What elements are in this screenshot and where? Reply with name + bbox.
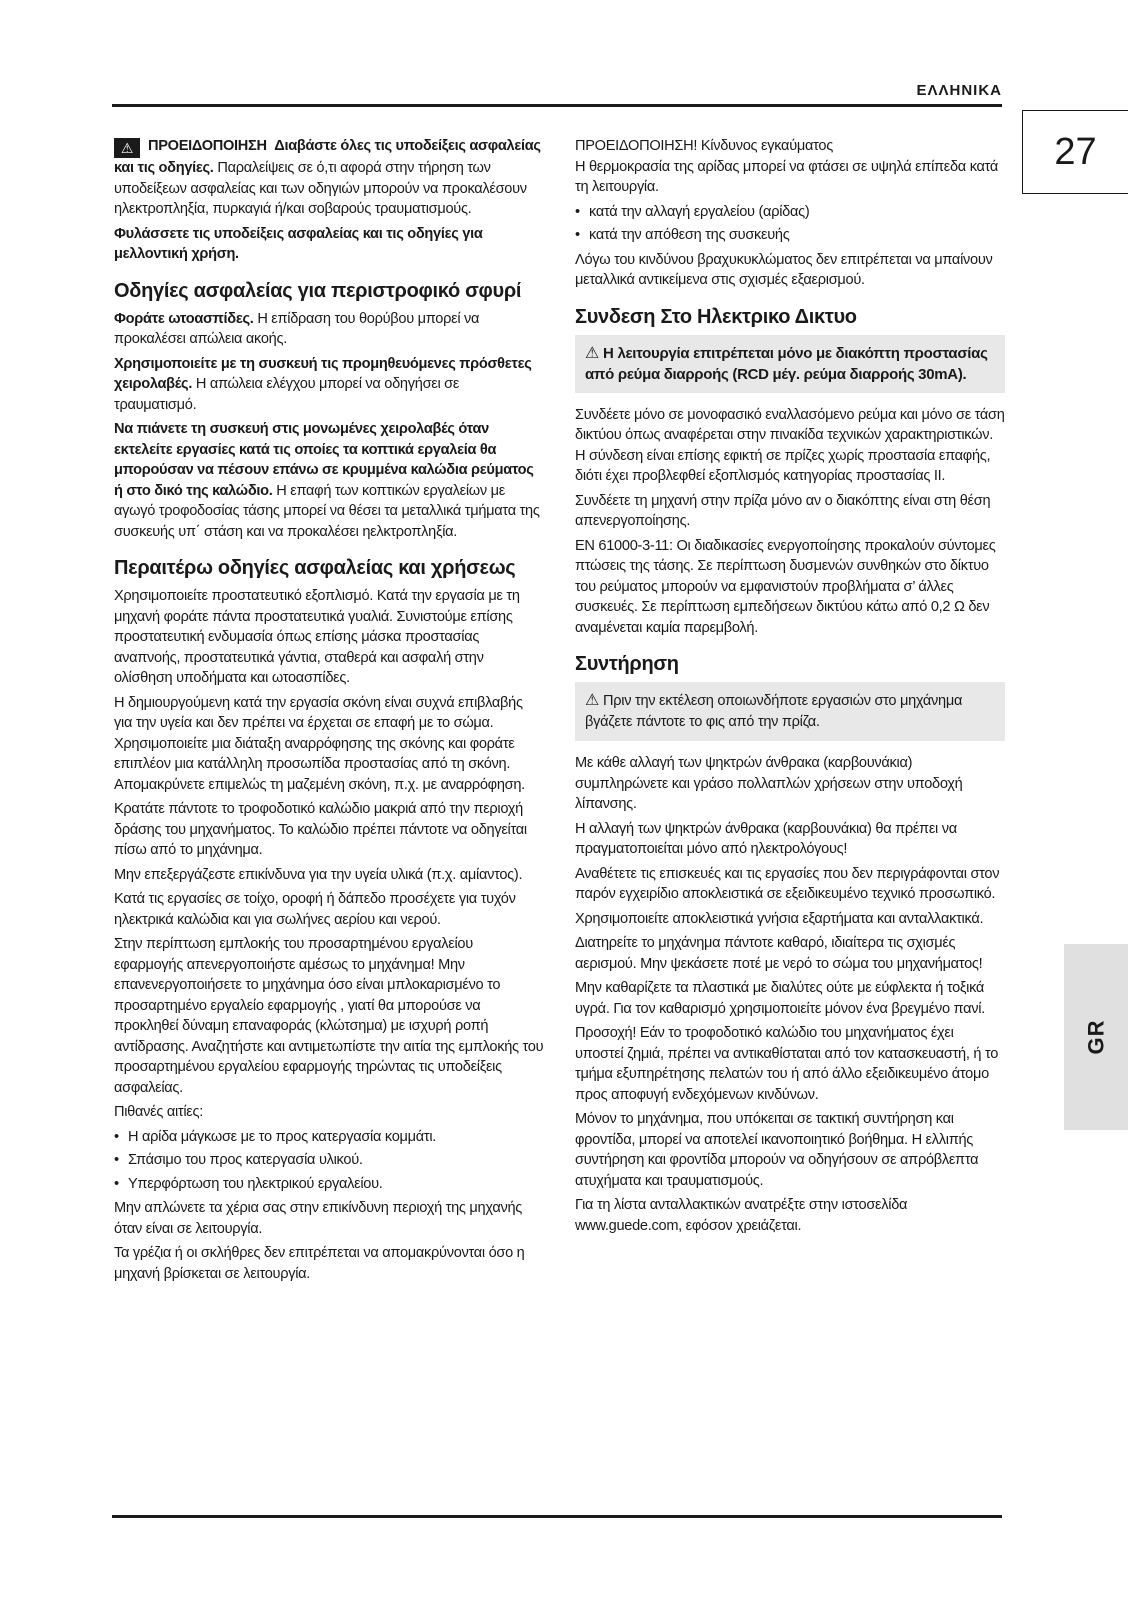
paragraph: Η αλλαγή των ψηκτρών άνθρακα (καρβουνάκια) θα πρέπει να πραγματοποιείται μόνο από ηλεκτρολόγους! bbox=[575, 820, 957, 857]
paragraph: Μην επεξεργάζεστε επικίνδυνα για την υγεία υλικά (π.χ. αμίαντος). bbox=[114, 866, 523, 883]
paragraph: Τα γρέζια ή οι σκλήθρες δεν επιτρέπεται να απομακρύνονται όσο η μηχανή βρίσκεται σε λειτουργία. bbox=[114, 1245, 525, 1282]
paragraph: Στην περίπτωση εμπλοκής του προσαρτημένου εργαλείου εφαρμογής απενεργοποιήστε αμέσως το μηχάνημα! Μην επανενεργοποιήσετε το μηχάνημα όσο είναι μπλοκαρισμένο το προσαρτημένο εργαλείο εφαρμογής , γιατί θα μπορούσε να προκληθεί δύναμη επαναφοράς (κλώτσημα) με ισχυρή ροπή αντίδρασης. Αναζητήστε και αντιμετωπίστε την αιτία της εμπλοκής του προσαρτημένου εργαλείου εφαρμογής τηρώντας τις υποδείξεις ασφαλείας. bbox=[114, 936, 544, 1096]
paragraph: Προσοχή! Εάν το τροφοδοτικό καλώδιο του μηχανήματος έχει υποστεί ζημιά, πρέπει να αντικαθίσταται από τον κατασκευαστή, ή το τμήμα εξυπηρέτησης πελατών του ή από άλλο εξειδικευμένο άτομο προς αποφυγή ενδεχόμενων κινδύνων. bbox=[575, 1025, 999, 1103]
bottom-rule bbox=[112, 1515, 1002, 1518]
right-column bbox=[575, 136, 1005, 1240]
insulated-grip bbox=[114, 419, 544, 542]
language-side-tab bbox=[1064, 944, 1128, 1130]
warning-bold: Διαβάστε όλες τις υποδείξεις ασφαλείας και τις οδηγίες. bbox=[114, 138, 541, 176]
aux-handles bbox=[114, 354, 544, 416]
paragraph: Διατηρείτε το μηχάνημα πάντοτε καθαρό, ιδιαίτερα τις σχισμές αερισμού. Μην ψεκάσετε ποτέ με νερό το σώμα του μηχανήματος! bbox=[575, 935, 983, 972]
ear-protection-bold: Φοράτε ωτοασπίδες. bbox=[114, 310, 254, 327]
burn-warning bbox=[575, 136, 1005, 157]
burn-title: ΠΡΟΕΙΔΟΠΟΙΗΣΗ! Κίνδυνος εγκαύματος bbox=[575, 138, 833, 154]
paragraph: Με κάθε αλλαγή των ψηκτρών άνθρακα (καρβουνάκια) συμπληρώνετε και γράσο πολλαπλών χρήσεων στην υποδοχή λίπανσης. bbox=[575, 755, 963, 812]
paragraph: Μόνον το μηχάνημα, που υπόκειται σε τακτική συντήρηση και φροντίδα, μπορεί να αποτελεί ικανοποιητικό βοήθημα. Η ελλιπής συντήρηση και φροντίδα μπορούν να οδηγήσουν σε απρόβλεπτα ατυχήματα και τραυματισμούς. bbox=[575, 1111, 979, 1189]
insulated-grip-text: Η επαφή των κοπτικών εργαλείων με αγωγό τροφοδοσίας τάσης μπορεί να θέσει τα μεταλλικά τμήματα της συσκευής υπ΄ στάση και να προκαλέσει ηελκτροπληξία. bbox=[114, 482, 540, 540]
list-item: • Η αρίδα μάγκωσε με το προς κατεργασία κομμάτι. bbox=[114, 1127, 544, 1148]
unplug-notice bbox=[575, 682, 1005, 741]
heading-mains-connection: Συνδεση Στο Ηλεκτρικο Δικτυο bbox=[575, 305, 857, 328]
ear-protection-text: Η επίδραση του θορύβου μπορεί να προκαλέσει απώλεια ακοής. bbox=[114, 310, 480, 347]
warning-triangle-icon: ⚠ bbox=[585, 692, 600, 709]
general-warning bbox=[114, 136, 544, 220]
causes-title: Πιθανές αιτίες: bbox=[114, 1104, 204, 1120]
warning-triangle-icon: ⚠ bbox=[114, 138, 140, 158]
ear-protection bbox=[114, 309, 544, 350]
list-item: • κατά την αλλαγή εργαλείου (αρίδας) bbox=[575, 202, 1005, 223]
rcd-notice-text: Η λειτουργία επιτρέπεται μόνο με διακόπτη προστασίας από ρεύμα διαρροής (RCD μέγ. ρεύμα διαρροής 30mA). bbox=[585, 344, 988, 383]
paragraph: Χρησιμοποιείτε αποκλειστικά γνήσια εξαρτήματα και ανταλλακτικά. bbox=[575, 910, 984, 927]
warning-triangle-icon: ⚠ bbox=[585, 344, 600, 362]
burn-text: Η θερμοκρασία της αρίδας μπορεί να φτάσει σε υψηλά επίπεδα κατά τη λειτουργία. bbox=[575, 158, 999, 195]
page-number: 27 bbox=[1022, 110, 1128, 194]
heading-further-safety: Περαιτέρω οδηγίες ασφαλείας και χρήσεως bbox=[114, 557, 516, 579]
short-circuit-note: Λόγω του κινδύνου βραχυκυκλώματος δεν επιτρέπεται να μπαίνουν μεταλλικά αντικείμενα στις σχισμές εξαερισμού. bbox=[575, 251, 993, 288]
paragraph: Η δημιουργούμενη κατά την εργασία σκόνη είναι συχνά επιβλαβής για την υγεία και δεν πρέπει να έρχεται σε επαφή με το σώμα. Χρησιμοποιείτε μια διάταξη αναρρόφησης της σκόνης και φοράτε επιπλέον μια κατάλληλη προσωπίδα προστασίας από τη σκόνη. Απομακρύνετε επιμελώς τη μαζεμένη σκόνη, π.χ. με αναρρόφηση. bbox=[114, 694, 525, 793]
keep-instructions: Φυλάσσετε τις υποδείξεις ασφαλείας και τις οδηγίες για μελλοντική χρήση. bbox=[114, 225, 483, 262]
top-rule bbox=[112, 104, 1002, 107]
paragraph: Κρατάτε πάντοτε το τροφοδοτικό καλώδιο μακριά από την περιοχή δράσης του μηχανήματος. Το καλώδιο πρέπει πάντοτε να οδηγείται πίσω από το μηχάνημα. bbox=[114, 801, 527, 858]
rcd-notice bbox=[575, 335, 1005, 393]
paragraph: Χρησιμοποιείτε προστατευτικό εξοπλισμό. Κατά την εργασία με τη μηχανή φοράτε πάντα προστατευτικά γυαλιά. Συνιστούμε επίσης προστατευτική ενδυμασία όπως επίσης μάσκα προστασίας αναπνοής, προστατευτικά γάντια, σταθερά και ασφαλή στην ολίσθηση υποδήματα και ωτοασπίδες. bbox=[114, 588, 520, 686]
paragraph: EN 61000-3-11: Οι διαδικασίες ενεργοποίησης προκαλούν σύντομες πτώσεις της τάσης. Σε περίπτωση δυσμενών συνθηκών στο δίκτυο του ρεύματος μπορούν να εμφανιστούν προβλήματα σ’ άλλες συσκευές. Σε περίπτωση εμπεδήσεων δικτύου κάτω από 0,2 Ω δεν αναμένεται καμία παρεμβολή. bbox=[575, 537, 996, 636]
paragraph: Για τη λίστα ανταλλακτικών ανατρέξτε στην ιστοσελίδα www.guede.com, εφόσον χρειάζεται. bbox=[575, 1197, 908, 1234]
list-item: • Υπερφόρτωση του ηλεκτρικού εργαλείου. bbox=[114, 1174, 544, 1195]
list-item: • Σπάσιμο του προς κατεργασία υλικού. bbox=[114, 1150, 544, 1171]
paragraph: Συνδέετε μόνο σε μονοφασικό εναλλασόμενο ρεύμα και μόνο σε τάση δικτύου όπως αναφέρεται στην πινακίδα τεχνικών χαρακτηριστικών. Η σύνδεση είναι επίσης εφικτή σε πρίζες χωρίς προστασία επαφής, διότι έχει προβλεφθεί εξοπλισμός κατηγορίας προστασίας II. bbox=[575, 406, 1005, 484]
paragraph: Κατά τις εργασίες σε τοίχο, οροφή ή δάπεδο προσέχετε για τυχόν ηλεκτρικά καλώδια και για σωλήνες αερίου και νερού. bbox=[114, 891, 516, 928]
paragraph: Μην απλώνετε τα χέρια σας στην επικίνδυνη περιοχή της μηχανής όταν είναι σε λειτουργία. bbox=[114, 1200, 522, 1237]
language-side-tab-label: GR bbox=[1083, 1019, 1108, 1055]
language-header: ΕΛΛΗΝΙΚΑ bbox=[916, 82, 1002, 99]
warning-label: ΠΡΟΕΙΔΟΠΟΙΗΣΗ bbox=[148, 138, 267, 154]
aux-handles-bold: Χρησιμοποιείτε με τη συσκευή τις προμηθευόμενες πρόσθετες χειρολαβές. bbox=[114, 355, 532, 392]
paragraph: Μην καθαρίζετε τα πλαστικά με διαλύτες ούτε με εύφλεκτα ή τοξικά υγρά. Για τον καθαρισμό χρησιμοποιείτε μόνον ένα βρεγμένο πανί. bbox=[575, 980, 985, 1017]
paragraph: Συνδέετε τη μηχανή στην πρίζα μόνο αν ο διακόπτης είναι στη θέση απενεργοποίησης. bbox=[575, 492, 991, 529]
heading-maintenance: Συντήρηση bbox=[575, 653, 679, 675]
warning-text: Παραλείψεις σε ό,τι αφορά στην τήρηση των υποδείξεων ασφαλείας και των οδηγιών μπορούν να προκαλέσουν ηλεκτροπληξία, πυρκαγιά ή/και σοβαρούς τραυματισμούς. bbox=[114, 160, 527, 217]
aux-handles-text: Η απώλεια ελέγχου μπορεί να οδηγήσει σε τραυματισμό. bbox=[114, 376, 460, 413]
list-item: • κατά την απόθεση της συσκευής bbox=[575, 225, 1005, 246]
left-column bbox=[114, 136, 544, 1288]
insulated-grip-bold: Να πιάνετε τη συσκευή στις μονωμένες χειρολαβές όταν εκτελείτε εργασίες κατά τις οποίες τα κοπτικά εργαλεία θα μπορούσαν να πέσουν επάνω σε κρυμμένα καλώδια ρεύματος ή στο δικό της καλώδιο. bbox=[114, 421, 534, 499]
causes-list bbox=[114, 1127, 544, 1195]
unplug-notice-text: Πριν την εκτέλεση οποιωνδήποτε εργασιών στο μηχάνημα βγάζετε πάντοτε το φις από την πρίζα. bbox=[585, 693, 963, 730]
paragraph: Αναθέτετε τις επισκευές και τις εργασίες που δεν περιγράφονται στον παρόν εγχειρίδιο αποκλειστικά σε εξειδικευμένο τεχνικό προσωπικό. bbox=[575, 865, 1000, 902]
heading-rotary-hammer: Οδηγίες ασφαλείας για περιστροφικό σφυρί bbox=[114, 279, 522, 302]
burn-list bbox=[575, 202, 1005, 246]
